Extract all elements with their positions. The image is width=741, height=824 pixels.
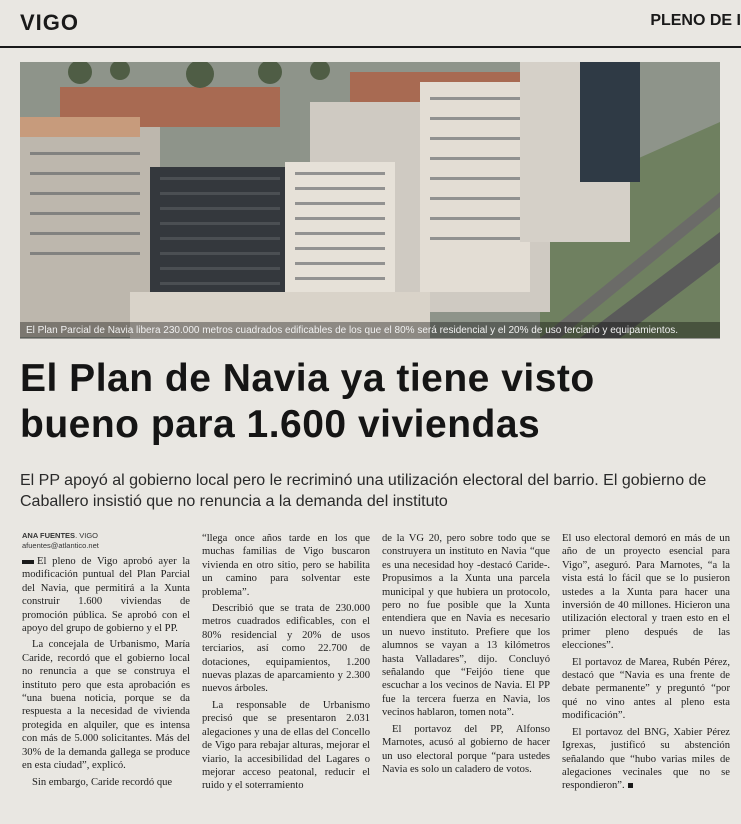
paragraph: El portavoz del PP, Alfonso Marnotes, acusó al gobierno de hacer un uso electoral porque “para ustedes Navia es solo un caladero de votos. <box>382 723 550 775</box>
end-mark <box>628 783 633 788</box>
start-mark <box>22 560 34 564</box>
headline-line-1: El Plan de Navia ya tiene visto <box>20 357 595 400</box>
headline <box>20 356 720 448</box>
paragraph: El uso electoral demoró en más de un año de un proyecto esencial para Vigo”, aseguró. Para Marnotes, “a la vista está lo fácil que se lo pusieron ustedes a la Xunta para hacer una inversión de 40 millones. Hicieron una utilización electoral y traen esto en el primer pleno después de las elecciones”. <box>562 533 730 652</box>
article-photo <box>20 62 720 338</box>
paragraph: Describió que se trata de 230.000 metros cuadrados edificables, con el 80% residencial y 20% de usos terciarios, así como 22.700 de dotaciones, equipamientos, 1.200 nuevas plazas de aparcamiento y 2.300 nuevos árboles. <box>202 603 370 695</box>
column-2 <box>202 532 370 796</box>
paragraph: El portavoz del BNG, Xabier Pérez Igrexas, justificó su abstención señalando que “hubo varias miles de alegaciones vecinales que no se respondieron”. <box>562 726 730 792</box>
photo-caption: El Plan Parcial de Navia libera 230.000 metros cuadrados edificables de los que el 80% será residencial y el 20% de uso terciario y equipamientos. <box>20 322 720 339</box>
paragraph: El portavoz de Marea, Rubén Pérez, destacó que “Navia es una frente de debate permanente” y preguntó “por qué no vino antes al pleno esta modificación”. <box>562 656 730 722</box>
byline-place: VIGO <box>79 531 98 540</box>
paragraph: “llega once años tarde en los que muchas familias de Vigo buscaron vivienda en otro sitio, pero se habilita un camino para solventar este problema”. <box>202 533 370 598</box>
paragraph: La concejala de Urbanismo, María Caride, recordó que el gobierno local no renuncia a que se construya el instituto pero que esta aprobación es “una buena noticia, porque se da respuesta a la necesidad de vivienda protegida en alquiler, que es intensa con más de 5.000 solicitantes. Más del 30% de la demanda gallega se produce en esta ciudad”, explicó. <box>22 639 190 772</box>
byline-author: ANA FUENTES <box>22 531 76 540</box>
byline: ANA FUENTES. VIGO afuentes@atlantico.net <box>22 531 192 551</box>
column-4 <box>562 532 730 796</box>
section-title: VIGO <box>20 10 80 35</box>
paragraph: El pleno de Vigo aprobó ayer la modificación puntual del Plan Parcial del Navia, que permitirá a la Xunta construir 1.600 viviendas de promoción pública. Se aprobó con el apoyo del grupo de gobierno y el PP. <box>22 556 190 635</box>
byline-email: afuentes@atlantico.net <box>22 541 99 550</box>
headline-line-2: bueno para 1.600 viviendas <box>20 403 541 446</box>
photo-illustration <box>20 62 720 338</box>
page-header <box>0 0 741 48</box>
section-title-right: PLENO DE I <box>650 12 741 29</box>
paragraph: La responsable de Urbanismo precisó que se presentaron 2.031 alegaciones y una de ellas del Concello de Vigo para rebajar alturas, mejorar el viario, la accesibilidad del Lagares o mejorar acceso peatonal, reducir el ruido y el soterramiento <box>202 699 370 792</box>
column-3 <box>382 532 550 779</box>
subheadline: El PP apoyó al gobierno local pero le recriminó una utilización electoral del barrio. El gobierno de Caballero insistió que no renuncia a la demanda del instituto <box>20 472 707 510</box>
column-1 <box>22 555 190 792</box>
paragraph: de la VG 20, pero sobre todo que se construyera un instituto en Navia “que es una necesidad hoy -destacó Caride-. Propusimos a la Xunta una parcela municipal y que hubiera un protocolo, pero no fue posible que la Xunta entendiera que en Navia es necesario un nuevo instituto. Prefiere que los alumnos se vayan a 13 kilómetros hasta Valladares”, dijo. Concluyó señalando que “Feijóo tiene que escuchar a los vecinos de Navia. El PP fue la tercera fuerza en Navia, los vecinos hablaron, tomen nota”. <box>382 533 550 719</box>
paragraph: Sin embargo, Caride recordó que <box>32 776 173 788</box>
